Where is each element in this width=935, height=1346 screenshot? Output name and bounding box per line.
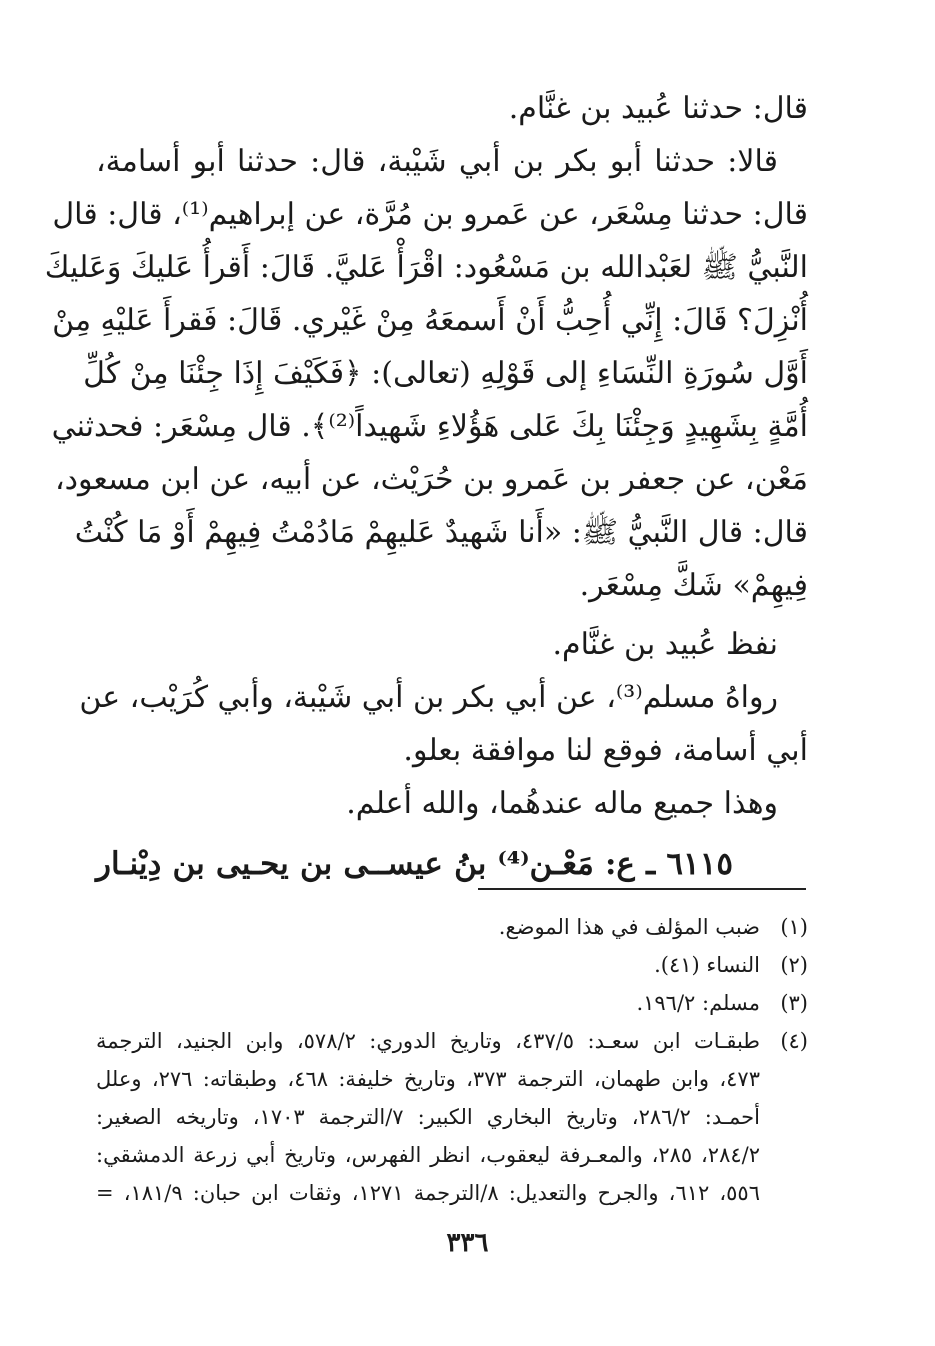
footnote-number: (٣) — [780, 991, 808, 1015]
text-line: أبي أسامة، فوقع لنا موافقة بعلو. — [403, 733, 808, 768]
footnote-number: (٢) — [780, 953, 808, 977]
footnote-text: أحمـد: ٢٨٦/٢، وتاريخ البخاري الكبير: ٧/الترجمة ١٧٠٣، وتاريخه الصغير: — [96, 1105, 760, 1129]
text-line: قال: قال النَّبيُّ ﷺ: «أَنا شَهيدٌ عَليهِمْ مَادُمْتُ فِيهِمْ أَوْ مَا كُنْتُ — [74, 515, 808, 550]
text-line: أُنْزِلَ؟ قَالَ: إِنِّي أُحِبُّ أَنْ أَسمعَهُ مِنْ غَيْري. قَالَ: فَقرأَ عَليْهِ مِنْ — [52, 303, 808, 338]
footnote-text: ٥٥٦، ٦١٢، والجرح والتعديل: ٨/الترجمة ١٢٧١، وثقات ابن حبان: ١٨١/٩، = — [96, 1181, 760, 1205]
text-line: أُمَّةٍ بِشَهِيدٍ وَجِئْنَا بِكَ عَلى هَؤُلاءِ شَهيداً⁽²⁾﴾. قال مِسْعَر: فحدثني — [51, 409, 808, 444]
footnote-text: ضبب المؤلف في هذا الموضع. — [498, 915, 760, 939]
text-line: رواهُ مسلم⁽³⁾، عن أبي بكر بن أبي شَيْبة، وأبي كُرَيْب، عن — [79, 680, 778, 715]
footnote-text: طبقـات ابن سعـد: ٤٣٧/٥، وتاريخ الدوري: ٥٧٨/٢، وابن الجنيد، الترجمة — [96, 1029, 760, 1053]
text-line: النَّبيُّ ﷺ لعَبْدالله بن مَسْعُود: اقْرَأْ عَليَّ. قَالَ: أَقرأُ عَليكَ وَعَليكَ — [44, 250, 808, 285]
main-text — [44, 82, 808, 891]
text-line: قال: حدثنا عُبيد بن غنَّام. — [508, 91, 808, 126]
footnote — [96, 1022, 808, 1212]
footnote-text: ٢٨٤/٢، ٢٨٥، والمعـرفة ليعقوب، انظر الفهرس، وتاريخ أبي زرعة الدمشقي: — [96, 1143, 760, 1167]
footnote-text: النساء (٤١). — [654, 953, 760, 977]
footnote — [96, 946, 808, 984]
text-line: مَعْن، عن جعفر بن عَمرو بن حُرَيْث، عن أبيه، عن ابن مسعود، — [54, 462, 808, 497]
footnote-text: ٤٧٣، وابن طهمان، الترجمة ٣٧٣، وتاريخ خليفة: ٤٦٨، وطبقاته: ٢٧٦، وعلل — [96, 1067, 760, 1091]
page-number: ٣٣٦ — [446, 1228, 489, 1258]
footnote — [96, 908, 808, 946]
footnote-text: مسلم: ١٩٦/٢. — [636, 991, 760, 1015]
footnote-number: (١) — [780, 915, 808, 939]
text-line: نفظ عُبيد بن غنَّام. — [552, 627, 778, 662]
footnote-number: (٤) — [780, 1029, 808, 1053]
text-line: قالا: حدثنا أبو بكر بن أبي شَيْبة، قال: حدثنا أبو أسامة، — [96, 144, 778, 179]
entry-heading: ٦١١٥ ـ ع: مَعْـن⁽⁴⁾ بنُ عيســى بن يحـيى بن دِيْنـار — [96, 846, 733, 882]
text-line: فِيهِمْ» شَكَّ مِسْعَر. — [579, 568, 808, 603]
footnotes — [96, 908, 808, 1212]
text-line: قال: حدثنا مِسْعَر، عن عَمرو بن مُرَّة، عن إبراهيم⁽¹⁾، قال: قال — [52, 197, 808, 232]
footnote — [96, 984, 808, 1022]
text-line: أَوَّل سُورَةِ النِّسَاءِ إلى قَوْلِهِ (تعالى): ﴿فَكَيْفَ إِذَا جِئْنَا مِنْ كُلِّ — [83, 356, 808, 391]
footnote-separator — [478, 888, 806, 890]
text-line: وهذا جميع ماله عندهُما، والله أعلم. — [346, 786, 778, 821]
